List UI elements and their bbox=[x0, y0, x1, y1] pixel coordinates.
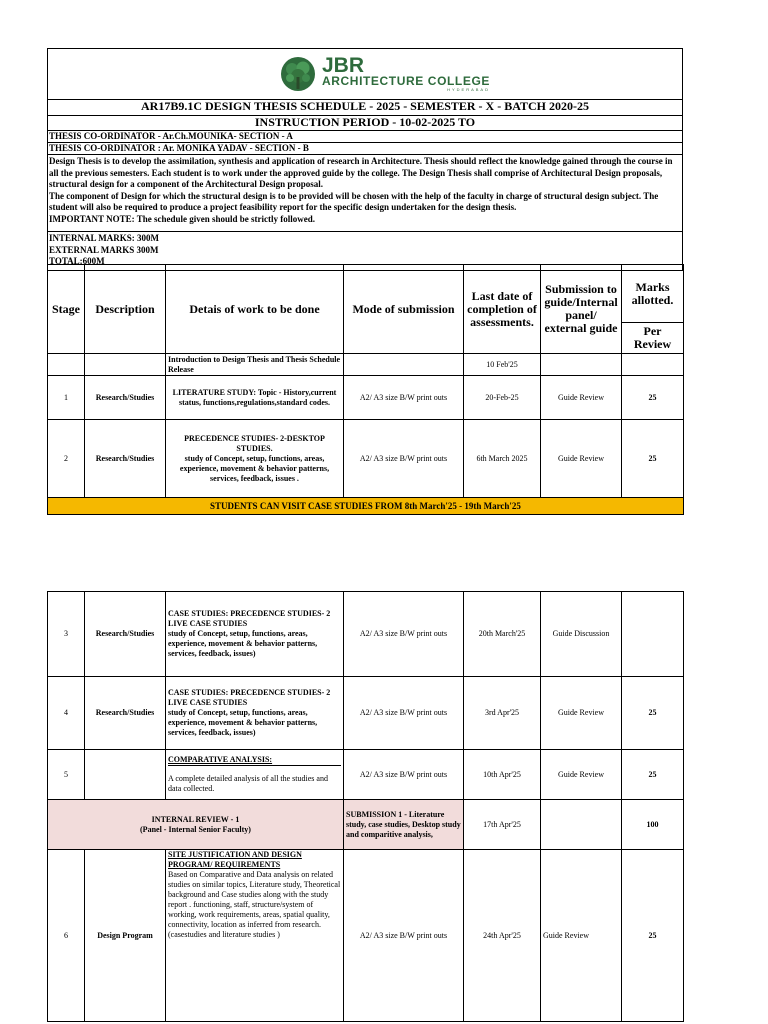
thesis-description bbox=[48, 155, 682, 232]
review-submission: SUBMISSION 1 - Literature study, case studies, Desktop study and comparitive analysis, bbox=[344, 800, 464, 850]
internal-marks: INTERNAL MARKS: 300M bbox=[49, 233, 160, 243]
total-marks: TOTAL:600M bbox=[49, 256, 105, 266]
logo-name: JBR bbox=[322, 54, 365, 77]
instruction-period: INSTRUCTION PERIOD - 10-02-2025 TO bbox=[48, 116, 682, 131]
important-note: IMPORTANT NOTE: The schedule given should be strictly followed. bbox=[49, 213, 315, 224]
table-row: 1 Research/Studies LITERATURE STUDY: Topic - History,current status, functions,regulations,standard codes. A2/ A3 size B/W print outs 20-Feb-25 Guide Review 25 bbox=[48, 376, 684, 420]
col-mode: Mode of submission bbox=[344, 265, 464, 354]
coordinator-section-a: THESIS CO-ORDINATOR - Ar.Ch.MOUNIKA- SECTION - A bbox=[48, 131, 682, 143]
intro-paragraph: Design Thesis is to develop the assimilation, synthesis and application of research in Architecture. Thesis should reflect the knowledge gained through the course in all the previous semesters. Each student is to work under the approved guide by the college. The Design Thesis shall comprise of Architectural Design proposals, structural design for a component of the Architectural Design proposal. bbox=[49, 156, 673, 190]
logo-row bbox=[48, 49, 682, 100]
col-stage: Stage bbox=[48, 265, 85, 354]
case-study-banner: STUDENTS CAN VISIT CASE STUDIES FROM 8th March'25 - 19th March'25 bbox=[48, 498, 684, 515]
col-submission: Submission to guide/Internal panel/ external guide bbox=[541, 265, 622, 354]
coordinator-section-b: THESIS CO-ORDINATOR : Ar. MONIKA YADAV - SECTION - B bbox=[48, 143, 682, 155]
table-header-row bbox=[48, 265, 684, 323]
schedule-table-part-2 bbox=[47, 591, 684, 1022]
table-row: 5 COMPARATIVE ANALYSIS: A complete detailed analysis of all the studies and data collected. A2/ A3 size B/W print outs 10th Apr'25 Guide Review 25 bbox=[48, 750, 684, 800]
schedule-title: AR17B9.1C DESIGN THESIS SCHEDULE - 2025 - SEMESTER - X - BATCH 2020-25 bbox=[48, 100, 682, 116]
schedule-header bbox=[47, 48, 683, 271]
college-logo bbox=[280, 56, 490, 92]
review-panel: (Panel - Internal Senior Faculty) bbox=[140, 824, 251, 834]
logo-college: ARCHITECTURE COLLEGE bbox=[322, 74, 490, 88]
col-description: Description bbox=[85, 265, 166, 354]
intro-details: Introduction to Design Thesis and Thesis Schedule Release bbox=[166, 354, 344, 376]
review-title: INTERNAL REVIEW - 1 bbox=[151, 814, 240, 824]
col-last-date: Last date of completion of assessments. bbox=[464, 265, 541, 354]
tree-logo-icon bbox=[280, 56, 316, 92]
col-marks: Marks allotted. bbox=[622, 265, 684, 323]
table-row bbox=[48, 354, 684, 376]
internal-review-row: INTERNAL REVIEW - 1 (Panel - Internal Senior Faculty) SUBMISSION 1 - Literature study, case studies, Desktop study and comparitive analysis, 17th Apr'25 100 bbox=[48, 800, 684, 850]
table-row: 4 Research/Studies CASE STUDIES: PRECEDENCE STUDIES- 2 LIVE CASE STUDIES study of Concept, setup, functions, areas, experience, movement & behavior patterns, services, feedback, issues) A2/ A3 size B/W print outs 3rd Apr'25 Guide Review 25 bbox=[48, 677, 684, 750]
schedule-table-part-1 bbox=[47, 264, 684, 515]
table-row: 6 Design Program SITE JUSTIFICATION AND DESIGN PROGRAM/ REQUIREMENTS Based on Comparative and Data analysis on related studies on similar topics, Literature study, Theoretical background and Case studies along with the study report . functioning, staff, structure/system of working, work requirements, areas, spatial quality, connectivity, location as inferred from research. (casestudies and literature studies ) A2/ A3 size B/W print outs 24th Apr'25 Guide Review 25 bbox=[48, 850, 684, 1022]
col-details: Detais of work to be done bbox=[166, 265, 344, 354]
col-per-review: Per Review bbox=[622, 323, 684, 354]
table-row: 3 Research/Studies CASE STUDIES: PRECEDENCE STUDIES- 2 LIVE CASE STUDIES study of Concept, setup, functions, areas, experience, movement & behavior patterns, services, feedback, issues) A2/ A3 size B/W print outs 20th March'25 Guide Discussion bbox=[48, 592, 684, 677]
logo-city: HYDERABAD bbox=[447, 87, 490, 92]
intro-paragraph-structural: The component of Design for which the structural design is to be provided will be chosen with the help of the faculty in charge of structural design subject. The student will also be required to produce a project feasibility report for the specific design undertaken for the design thesis. bbox=[49, 190, 659, 213]
intro-date: 10 Feb'25 bbox=[464, 354, 541, 376]
external-marks: EXTERNAL MARKS 300M bbox=[49, 244, 159, 255]
table-row: 2 Research/Studies PRECEDENCE STUDIES- 2-DESKTOP STUDIES. study of Concept, setup, functions, areas, experience, movement & behavior patterns, services, feedback, issues . A2/ A3 size B/W print outs 6th March 2025 Guide Review 25 bbox=[48, 420, 684, 498]
